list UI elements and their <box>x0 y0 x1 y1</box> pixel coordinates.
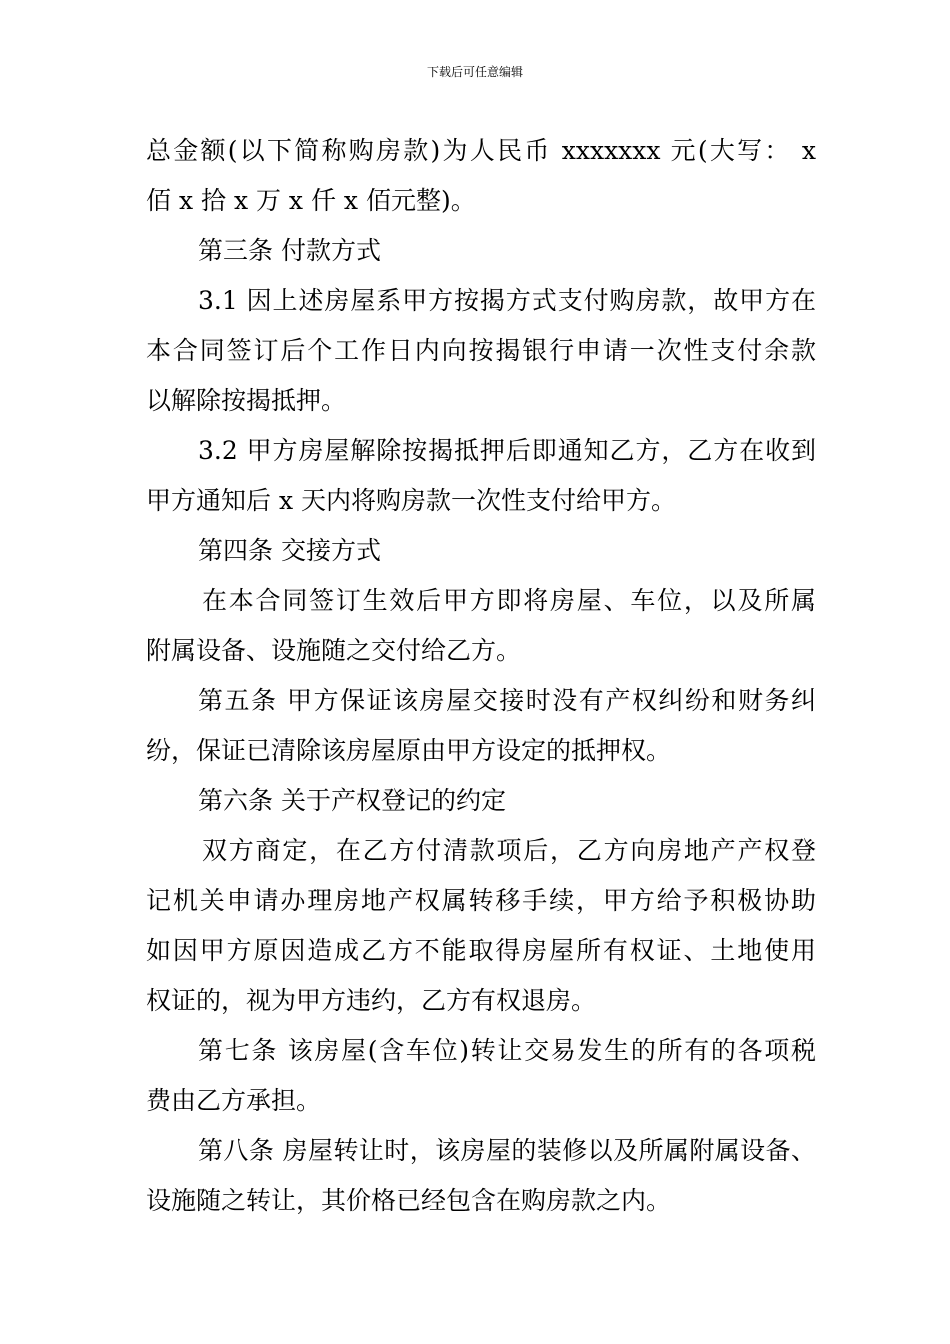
paragraph-article-8 <box>146 1126 816 1226</box>
text-line: 总金额(以下简称购房款)为人民币 xxxxxxx 元(大写： x <box>146 136 816 165</box>
text-line: 如因甲方原因造成乙方不能取得房屋所有权证、土地使用 <box>146 936 816 965</box>
text-line: 纷，保证已清除该房屋原由甲方设定的抵押权。 <box>146 736 672 765</box>
heading-article-3 <box>146 226 816 276</box>
paragraph-article-7 <box>146 1026 816 1126</box>
text-line: 3.1 因上述房屋系甲方按揭方式支付购房款，故甲方在 <box>198 286 816 315</box>
text-line: 第七条 该房屋(含车位)转让交易发生的所有的各项税 <box>198 1036 816 1065</box>
page-header: 下载后可任意编辑 <box>426 65 523 79</box>
text-line: 附属设备、设施随之交付给乙方。 <box>146 636 522 665</box>
text-line: 记机关申请办理房地产权属转移手续，甲方给予积极协助 <box>146 886 816 915</box>
text-line: 费由乙方承担。 <box>146 1086 322 1115</box>
text-line: 第六条 关于产权登记的约定 <box>198 786 506 815</box>
text-line: 第三条 付款方式 <box>198 236 381 265</box>
paragraph-article-5 <box>146 676 816 776</box>
text-line: 3.2 甲方房屋解除按揭抵押后即通知乙方，乙方在收到 <box>198 436 816 465</box>
text-line: 佰 x 拾 x 万 x 仟 x 佰元整)。 <box>146 186 476 215</box>
text-line: 双方商定，在乙方付清款项后，乙方向房地产产权登 <box>202 836 816 865</box>
text-line: 权证的，视为甲方违约，乙方有权退房。 <box>146 986 597 1015</box>
paragraph-3-2 <box>146 426 816 526</box>
heading-article-6 <box>146 776 816 826</box>
text-line: 在本合同签订生效后甲方即将房屋、车位，以及所属 <box>202 586 816 615</box>
paragraph-3-1 <box>146 276 816 426</box>
text-line: 甲方通知后 x 天内将购房款一次性支付给甲方。 <box>146 486 676 515</box>
text-line: 以解除按揭抵押。 <box>146 386 347 415</box>
text-line: 第八条 房屋转让时，该房屋的装修以及所属附属设备、 <box>198 1136 816 1165</box>
paragraph-handover <box>146 576 816 676</box>
document-body <box>146 126 816 1226</box>
heading-article-4 <box>146 526 816 576</box>
paragraph-registration <box>146 826 816 1026</box>
text-line: 本合同签订后个工作日内向按揭银行申请一次性支付余款 <box>146 336 816 365</box>
text-line: 设施随之转让，其价格已经包含在购房款之内。 <box>146 1186 672 1215</box>
text-line: 第五条 甲方保证该房屋交接时没有产权纠纷和财务纠 <box>198 686 816 715</box>
paragraph-total-amount <box>146 126 816 226</box>
text-line: 第四条 交接方式 <box>198 536 381 565</box>
